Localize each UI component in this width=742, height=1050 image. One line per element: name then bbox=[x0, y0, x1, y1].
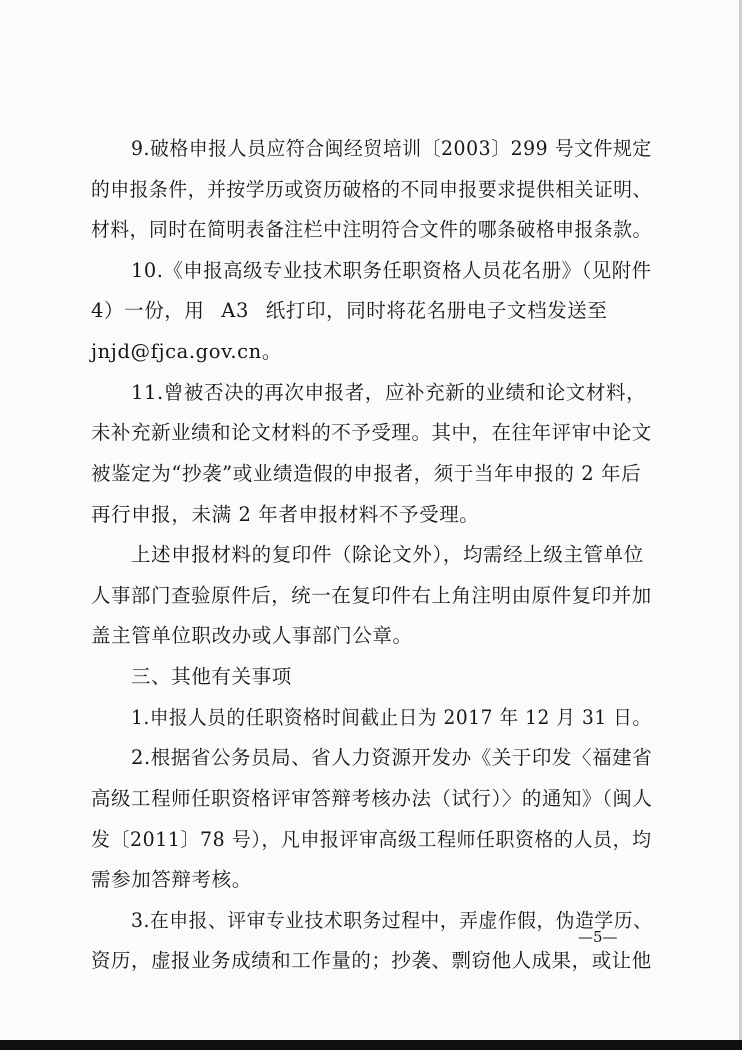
text-line: 3.在申报、评审专业技术职务过程中，弄虚作假，伪造学历、 bbox=[131, 909, 653, 932]
text-line: 发〔2011〕78 号），凡申报评审高级工程师任职资格的人员，均 bbox=[91, 828, 652, 851]
text-line: 2.根据省公务员局、省人力资源开发办《关于印发〈福建省 bbox=[131, 746, 653, 769]
text-line: 再行申报，未满 2 年者申报材料不予受理。 bbox=[91, 503, 480, 526]
text-line: jnjd@fjca.gov.cn。 bbox=[91, 340, 282, 363]
text-line: 盖主管单位职改办或人事部门公章。 bbox=[91, 624, 413, 647]
page-number: —5— bbox=[578, 928, 618, 946]
text-line: 10.《申报高级专业技术职务任职资格人员花名册》（见附件 bbox=[131, 259, 652, 282]
scan-bottom-border bbox=[0, 1040, 742, 1050]
text-line: 4）一份，用 A3 纸打印，同时将花名册电子文档发送至 bbox=[91, 299, 608, 322]
text-line: 1.申报人员的任职资格时间截止日为 2017 年 12 月 31 日。 bbox=[131, 706, 652, 729]
text-line: 的申报条件，并按学历或资历破格的不同申报要求提供相关证明、 bbox=[91, 178, 652, 201]
section-heading: 三、其他有关事项 bbox=[131, 665, 292, 688]
text-line: 未补充新业绩和论文材料的不予受理。其中，在往年评审中论文 bbox=[91, 421, 652, 444]
text-line: 人事部门查验原件后，统一在复印件右上角注明由原件复印并加 bbox=[91, 584, 652, 607]
text-line: 需参加答辩考核。 bbox=[91, 868, 252, 891]
text-line: 上述申报材料的复印件（除论文外），均需经上级主管单位 bbox=[131, 543, 644, 566]
text-line: 高级工程师任职资格评审答辩考核办法（试行）〉的通知》（闽人 bbox=[91, 787, 653, 810]
text-line: 9.破格申报人员应符合闽经贸培训〔2003〕299 号文件规定 bbox=[131, 137, 652, 160]
text-line: 被鉴定为“抄袭”或业绩造假的申报者，须于当年申报的 2 年后 bbox=[91, 462, 642, 485]
text-line: 资历，虚报业务成绩和工作量的；抄袭、剽窃他人成果，或让他 bbox=[91, 949, 652, 972]
text-line: 材料，同时在简明表备注栏中注明符合文件的哪条破格申报条款。 bbox=[91, 218, 652, 241]
text-line: 11.曾被否决的再次申报者，应补充新的业绩和论文材料， bbox=[131, 381, 647, 404]
